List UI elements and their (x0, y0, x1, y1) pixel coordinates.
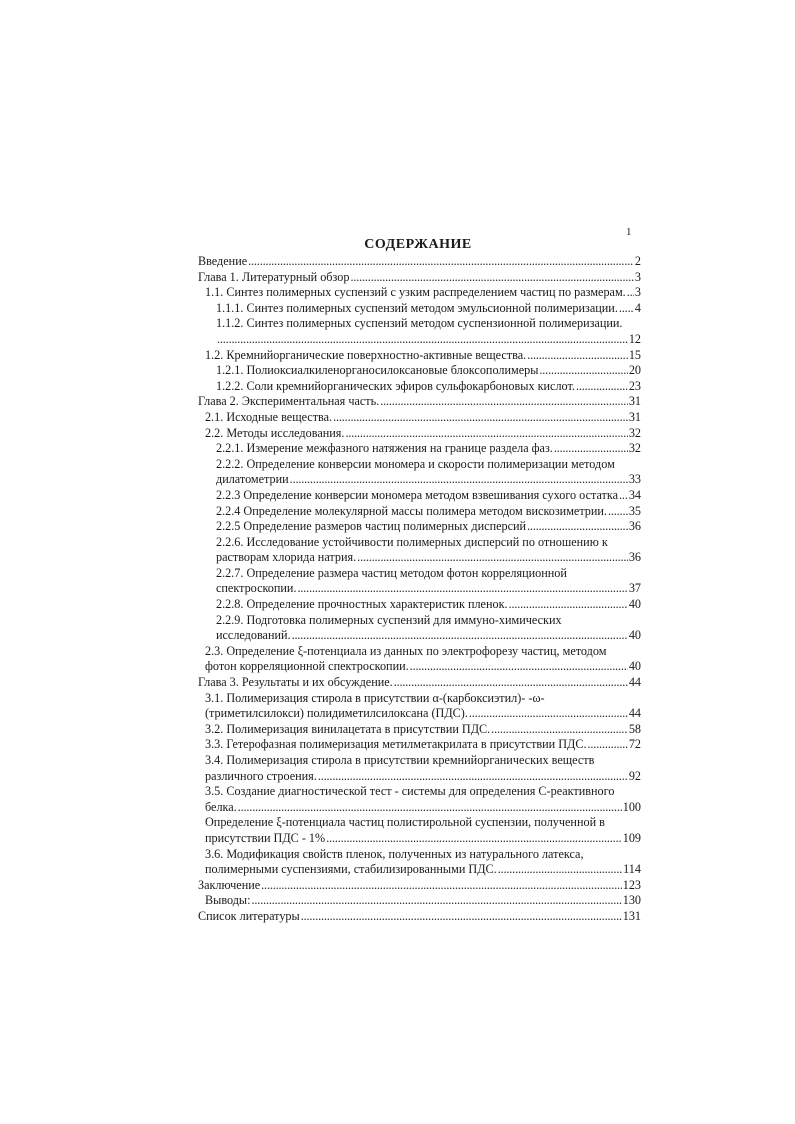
toc-entry-text: 2.2.1. Измерение межфазного натяжения на границе раздела фаз. (216, 441, 553, 456)
toc-page-number: 23 (628, 378, 641, 393)
dot-leader (498, 862, 622, 878)
toc-entry (198, 675, 641, 691)
toc-entry-text: Глава 1. Литературный обзор (198, 269, 350, 284)
toc-entry-text: 2.3. Определение ξ-потенциала из данных по электрофорезу частиц, методом (205, 643, 607, 658)
toc-entry (198, 909, 641, 925)
dot-leader (350, 270, 633, 286)
dot-leader (410, 659, 628, 675)
toc-entry (198, 316, 641, 347)
toc-entry (198, 348, 641, 364)
toc-page-number: 3 (634, 269, 641, 284)
toc-entry (198, 394, 641, 410)
toc-entry-text: Определение ξ-потенциала частиц полистирольной суспензии, полученной в (205, 815, 605, 830)
toc-entry-text: 2.2.9. Подготовка полимерных суспензий для иммуно-химических (216, 612, 562, 627)
dot-leader (627, 285, 634, 301)
toc-entry-text: 1.1.2. Синтез полимерных суспензий методом суспензионной полимеризации. (216, 316, 623, 331)
dot-leader (576, 379, 628, 395)
dot-leader (357, 550, 628, 566)
toc-page-number: 12 (628, 331, 641, 346)
dot-leader (380, 394, 628, 410)
dot-leader (608, 504, 628, 520)
toc-entry-text: 1.2.1. Полиоксиалкиленорганосилоксановые блоксополимеры (216, 363, 539, 378)
toc-page-number: 32 (628, 441, 641, 456)
dot-leader (333, 410, 628, 426)
toc-entry (198, 285, 641, 301)
toc-entry (198, 613, 641, 644)
toc-entry (198, 426, 641, 442)
toc-entry (198, 753, 641, 784)
toc-page-number: 37 (628, 581, 641, 596)
toc-entry-text: белка. (205, 799, 237, 814)
toc-entry-text: 2.2.5 Определение размеров частиц полимерных дисперсий (216, 519, 527, 534)
toc-entry-text: 2.2.4 Определение молекулярной массы полимера методом вискозиметрии. (216, 503, 607, 518)
toc-title: СОДЕРЖАНИЕ (364, 237, 472, 252)
toc-entry-text: (триметилсилокси) полидиметилсилоксана (ПДС). (205, 706, 468, 721)
toc-page-number: 36 (628, 550, 641, 565)
toc-entry-text: исследований. (216, 628, 291, 643)
toc-entry-text: 1.1.1. Синтез полимерных суспензий методом эмульсионной полимеризации. (216, 300, 618, 315)
toc-page-number: 4 (634, 300, 641, 315)
toc-entry-text: Введение (198, 254, 248, 268)
dot-leader (345, 426, 627, 442)
toc-entry-text: различного строения. (205, 768, 317, 783)
toc-entry-text: 2.2.2. Определение конверсии мономера и скорости полимеризации методом (216, 456, 615, 471)
dot-leader (238, 800, 622, 816)
toc-entry (198, 644, 641, 675)
table-of-contents (198, 254, 641, 925)
toc-page-number: 100 (622, 799, 641, 814)
toc-entry-text: полимерными суспензиями, стабилизированными ПДС. (205, 862, 497, 877)
dot-leader (248, 254, 634, 270)
toc-page-number: 31 (628, 394, 641, 409)
dot-leader (509, 597, 628, 613)
toc-entry (198, 722, 641, 738)
toc-entry-text: 1.2. Кремнийорганические поверхностно-активные вещества. (205, 347, 527, 362)
toc-page-number: 44 (628, 706, 641, 721)
toc-page-number: 109 (622, 830, 641, 845)
toc-entry-text: спектроскопии. (216, 581, 297, 596)
toc-entry (198, 784, 641, 815)
toc-entry-text: 2.2.8. Определение прочностных характеристик пленок. (216, 597, 508, 612)
toc-entry-text: 3.3. Гетерофазная полимеризация метилметакрилата в присутствии ПДС. (205, 737, 587, 752)
toc-entry-text: Глава 2. Экспериментальная часть. (198, 394, 380, 409)
dot-leader (554, 441, 628, 457)
toc-entry-text: Список литературы (198, 908, 300, 923)
page-number: 1 (626, 226, 632, 238)
toc-entry (198, 504, 641, 520)
toc-entry (198, 691, 641, 722)
toc-entry-text: Глава 3. Результаты и их обсуждение. (198, 675, 393, 690)
toc-page-number: 34 (628, 487, 641, 502)
toc-entry (198, 519, 641, 535)
dot-leader (292, 628, 628, 644)
toc-page-number: 15 (628, 347, 641, 362)
toc-entry-text: фотон корреляционной спектроскопии. (205, 659, 409, 674)
toc-entry (198, 893, 641, 909)
toc-entry-text: 1.2.2. Соли кремнийорганических эфиров сульфокарбоновых кислот. (216, 378, 575, 393)
toc-entry-text: дилатометрии (216, 472, 289, 487)
toc-entry-text: Заключение (198, 877, 261, 892)
dot-leader (619, 488, 628, 504)
toc-page-number: 40 (628, 597, 641, 612)
toc-entry-text: 2.1. Исходные вещества. (205, 409, 333, 424)
toc-page-number: 72 (628, 737, 641, 752)
toc-page-number: 40 (628, 628, 641, 643)
toc-page-number: 32 (628, 425, 641, 440)
toc-page-number: 130 (622, 893, 641, 908)
toc-entry (198, 363, 641, 379)
toc-entry-text: растворам хлорида натрия. (216, 550, 357, 565)
dot-leader (301, 909, 622, 925)
toc-entry-text: 3.1. Полимеризация стирола в присутствии α-(карбоксиэтил)- -ω- (205, 690, 545, 705)
toc-entry (198, 254, 641, 270)
dot-leader (290, 472, 628, 488)
toc-entry (198, 410, 641, 426)
toc-entry-text: 3.5. Создание диагностической тест - системы для определения С-реактивного (205, 784, 615, 799)
toc-page-number: 44 (628, 675, 641, 690)
toc-entry-text: 2.2.6. Исследование устойчивости полимерных дисперсий по отношению к (216, 534, 608, 549)
toc-entry (198, 270, 641, 286)
dot-leader (491, 722, 628, 738)
toc-entry-text: 1.1. Синтез полимерных суспензий с узким распределением частиц по размерам. (205, 285, 626, 300)
toc-entry (198, 597, 641, 613)
toc-entry (198, 737, 641, 753)
toc-entry (198, 535, 641, 566)
dot-leader (527, 519, 628, 535)
toc-page-number: 3 (634, 285, 641, 300)
dot-leader (252, 893, 622, 909)
toc-page-number: 35 (628, 503, 641, 518)
toc-entry (198, 488, 641, 504)
toc-entry (198, 457, 641, 488)
toc-page-number: 31 (628, 409, 641, 424)
dot-leader (588, 737, 628, 753)
toc-entry (198, 441, 641, 457)
toc-page-number: 20 (628, 363, 641, 378)
dot-leader (619, 301, 634, 317)
toc-page-number: 58 (628, 721, 641, 736)
toc-entry (198, 301, 641, 317)
toc-page-number: 92 (628, 768, 641, 783)
dot-leader (539, 363, 627, 379)
toc-page-number: 131 (622, 908, 641, 923)
toc-entry (198, 566, 641, 597)
toc-entry (198, 878, 641, 894)
dot-leader (469, 706, 628, 722)
toc-entry-text: 2.2.7. Определение размера частиц методом фотон корреляционной (216, 565, 567, 580)
toc-page-number: 123 (622, 877, 641, 892)
toc-entry-text: Выводы: (205, 893, 251, 908)
toc-entry-text: 3.6. Модификация свойств пленок, полученных из натурального латекса, (205, 846, 584, 861)
toc-entry-text: 3.2. Полимеризация винилацетата в присутствии ПДС. (205, 721, 491, 736)
dot-leader (298, 581, 628, 597)
toc-page-number: 114 (623, 862, 641, 877)
dot-leader (326, 831, 622, 847)
toc-entry (198, 815, 641, 846)
toc-entry (198, 847, 641, 878)
dot-leader (527, 348, 628, 364)
toc-page-number: 36 (628, 519, 641, 534)
toc-page-number: 2 (634, 254, 641, 268)
toc-entry-text: 2.2. Методы исследования. (205, 425, 345, 440)
dot-leader (217, 332, 628, 348)
dot-leader (318, 769, 628, 785)
toc-page-number: 40 (628, 659, 641, 674)
dot-leader (261, 878, 622, 894)
toc-entry-text: 2.2.3 Определение конверсии мономера методом взвешивания сухого остатка (216, 487, 619, 502)
toc-entry-text: присутствии ПДС - 1% (205, 830, 326, 845)
dot-leader (394, 675, 628, 691)
toc-entry (198, 379, 641, 395)
toc-page-number: 33 (628, 472, 641, 487)
toc-entry-text: 3.4. Полимеризация стирола в присутствии кремнийорганических веществ (205, 753, 595, 767)
